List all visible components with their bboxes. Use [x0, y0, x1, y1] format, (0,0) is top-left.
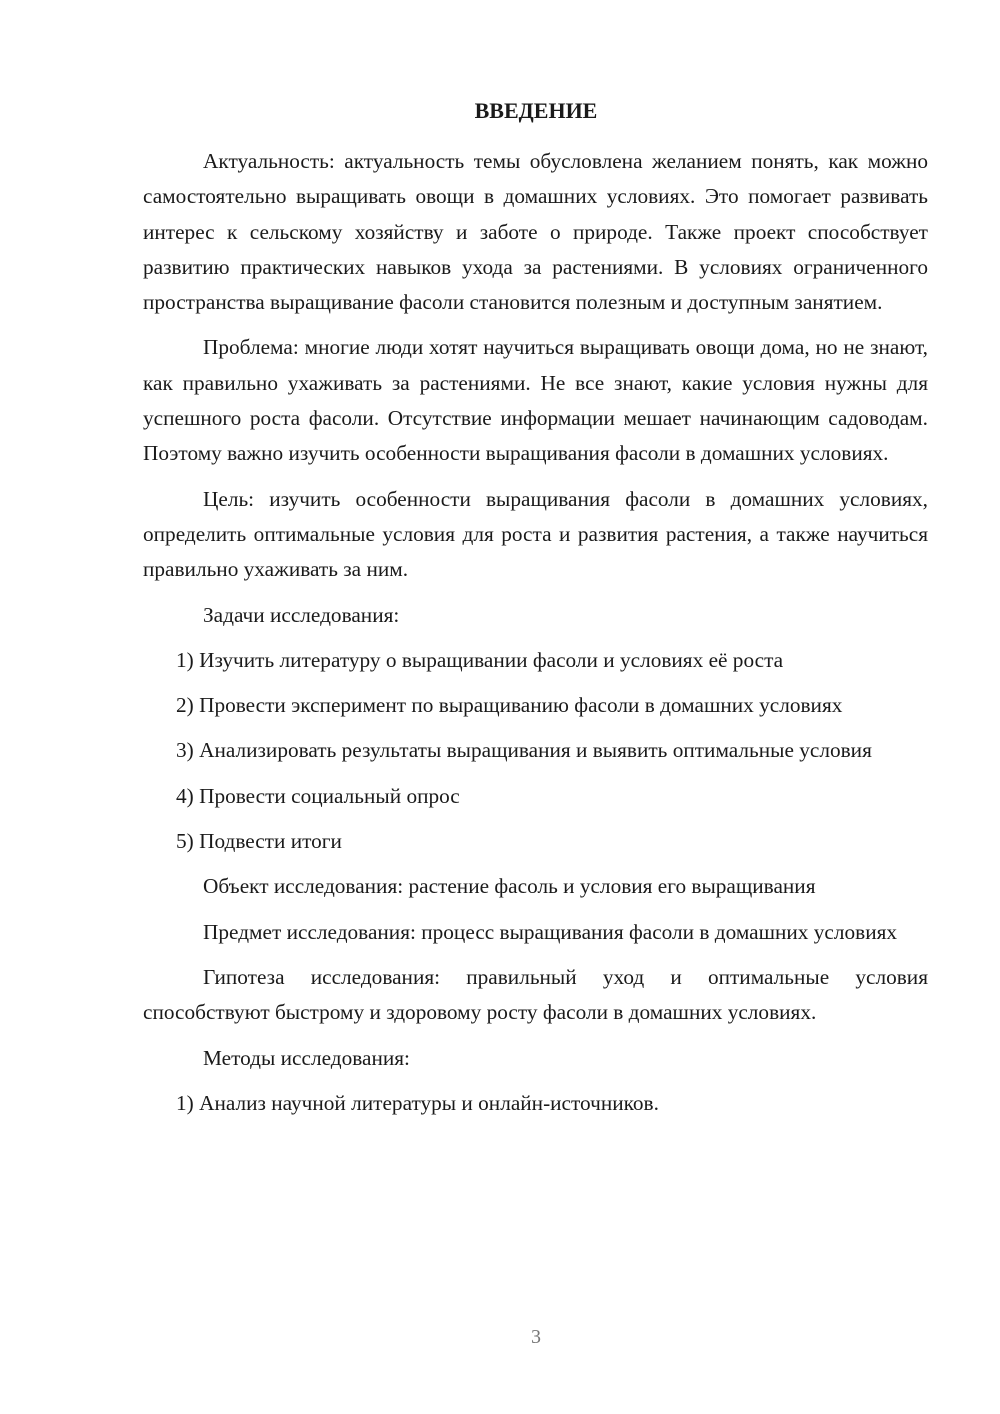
body-text — [143, 144, 928, 1131]
tasks-heading: Задачи исследования: — [203, 602, 400, 627]
paragraph-problem: Проблема: многие люди хотят научиться выращивать овощи дома, но не знают, как правильно ухаживать за растениями. Не все знают, какие условия нужны для успешного роста фасоли. Отсутствие информации мешает начинающим садоводам. Поэтому важно изучить особенности выращивания фасоли в домашних условиях. — [143, 335, 928, 466]
methods-heading: Методы исследования: — [203, 1045, 410, 1070]
task-item-1: 1) Изучить литературу о выращивании фасоли и условиях её роста — [176, 647, 784, 672]
paragraph-goal: Цель: изучить особенности выращивания фасоли в домашних условиях, определить оптимальные условия для роста и развития растения, а также научиться правильно ухаживать за ним. — [143, 486, 928, 582]
task-item-2: 2) Провести эксперимент по выращиванию фасоли в домашних условиях — [176, 693, 843, 718]
task-item-5: 5) Подвести итоги — [176, 829, 342, 854]
page-number: 3 — [531, 1326, 541, 1348]
paragraph-hypothesis: Гипотеза исследования: правильный уход и оптимальные условия способствуют быстрому и здоровому росту фасоли в домашних условиях. — [143, 964, 928, 1025]
paragraph-subject: Предмет исследования: процесс выращивания фасоли в домашних условиях — [203, 919, 898, 944]
paragraph-relevance: Актуальность: актуальность темы обусловлена желанием понять, как можно самостоятельно выращивать овощи в домашних условиях. Это помогает развивать интерес к сельскому хозяйству и заботе о природе. Также проект способствует развитию практических навыков ухода за растениями. В условиях ограниченного пространства выращивание фасоли становится полезным и доступным занятием. — [143, 149, 928, 315]
section-title: ВВЕДЕНИЕ — [474, 98, 598, 123]
task-item-4: 4) Провести социальный опрос — [176, 783, 460, 808]
task-item-3: 3) Анализировать результаты выращивания и выявить оптимальные условия — [176, 738, 872, 763]
method-item-1: 1) Анализ научной литературы и онлайн-источников. — [176, 1090, 659, 1115]
paragraph-object: Объект исследования: растение фасоль и условия его выращивания — [203, 874, 816, 899]
